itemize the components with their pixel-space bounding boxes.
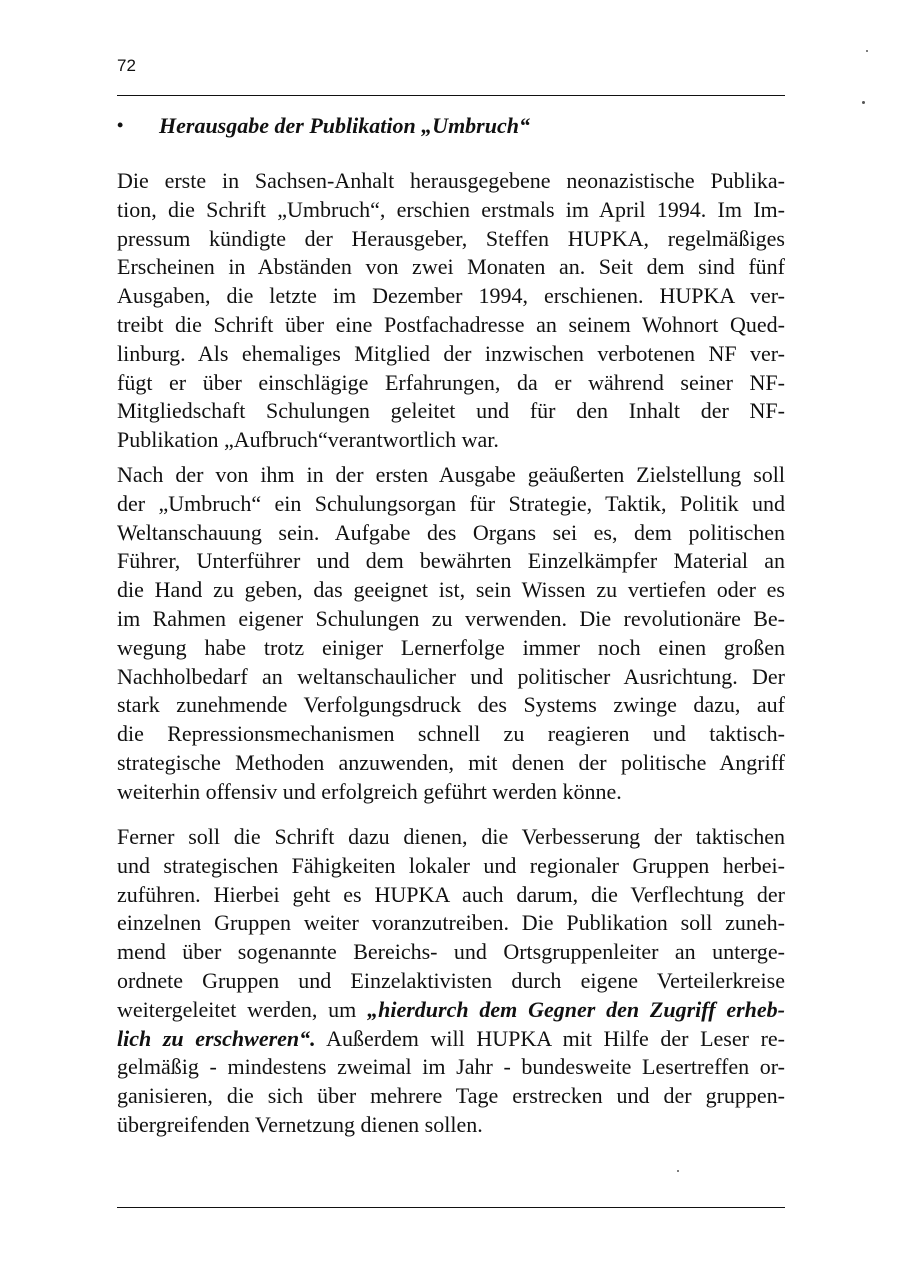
- text-line: tion, die Schrift „Umbruch“, erschien erstmals im April 1994. Im Im-: [117, 196, 785, 222]
- text-line: Weltanschauung sein. Aufgabe des Organs sei es, dem politischen: [117, 519, 785, 545]
- paragraph-3: [117, 823, 785, 1140]
- header-rule: [117, 95, 785, 96]
- text-line: der „Umbruch“ ein Schulungsorgan für Strategie, Taktik, Politik und: [117, 490, 785, 516]
- text-line: Mitgliedschaft Schulungen geleitet und für den Inhalt der NF-: [117, 398, 785, 424]
- paragraph-1: [117, 167, 785, 455]
- text-line: ordnete Gruppen und Einzelaktivisten durch eigene Verteilerkreise: [117, 967, 785, 993]
- text-line: Ferner soll die Schrift dazu dienen, die Verbesserung der taktischen: [117, 824, 785, 849]
- text-line-with-quote: [117, 1025, 785, 1054]
- scan-speck: [677, 1170, 679, 1172]
- section-heading: [117, 113, 530, 139]
- text-line: Erscheinen in Abständen von zwei Monaten an. Seit dem sind fünf: [117, 254, 785, 280]
- text-line: gelmäßig - mindestens zweimal im Jahr - bundesweite Lesertreffen or-: [117, 1054, 785, 1080]
- text-line: pressum kündigte der Herausgeber, Steffen HUPKA, regelmäßiges: [117, 225, 785, 251]
- footer-rule: [117, 1207, 785, 1208]
- text-line: die Repressionsmechanismen schnell zu reagieren und taktisch-: [117, 721, 785, 747]
- scan-speck: [862, 101, 865, 104]
- text-line: treibt die Schrift über eine Postfachadresse an seinem Wohnort Qued-: [117, 311, 785, 337]
- text-line: weiterhin offensiv und erfolgreich geführt werden könne.: [117, 778, 622, 804]
- text-line: im Rahmen eigener Schulungen zu verwenden. Die revolutionäre Be-: [117, 605, 785, 631]
- page-number: 72: [117, 56, 136, 75]
- text-line: übergreifenden Vernetzung dienen sollen.: [117, 1111, 483, 1137]
- quote-text: lich zu erschweren“.: [117, 1025, 316, 1051]
- text-line: wegung habe trotz einiger Lernerfolge immer noch einen großen: [117, 634, 785, 660]
- heading-text: Herausgabe der Publikation „Umbruch“: [159, 113, 530, 138]
- text-line: linburg. Als ehemaliges Mitglied der inzwischen verbotenen NF ver-: [117, 340, 785, 366]
- text-line: strategische Methoden anzuwenden, mit denen der politische Angriff: [117, 749, 785, 775]
- text-line: Ausgaben, die letzte im Dezember 1994, erschienen. HUPKA ver-: [117, 283, 785, 309]
- text-line: fügt er über einschlägige Erfahrungen, da er während seiner NF-: [117, 369, 785, 395]
- text-line: Nachholbedarf an weltanschaulicher und politischer Ausrichtung. Der: [117, 663, 785, 689]
- quote-text: „hierdurch dem Gegner den Zugriff erheb-: [367, 996, 785, 1022]
- text-line: mend über sogenannte Bereichs- und Ortsgruppenleiter an unterge-: [117, 939, 785, 965]
- text-line: stark zunehmende Verfolgungsdruck des Systems zwinge dazu, auf: [117, 692, 785, 718]
- quote-lead-text: weitergeleitet werden, um: [117, 996, 368, 1022]
- bullet-icon: •: [117, 115, 124, 135]
- text-line: Nach der von ihm in der ersten Ausgabe geäußerten Zielstellung soll: [117, 462, 785, 487]
- text-line: die Hand zu geben, das geeignet ist, sein Wissen zu vertiefen oder es: [117, 577, 785, 603]
- paragraph-2: [117, 461, 785, 807]
- text-line: und strategischen Fähigkeiten lokaler und regionaler Gruppen herbei-: [117, 852, 785, 878]
- text-line: einzelnen Gruppen weiter voranzutreiben. Die Publikation soll zuneh-: [117, 910, 785, 936]
- text-line: Publikation „Aufbruch“verantwortlich war.: [117, 427, 499, 453]
- text-line: Die erste in Sachsen-Anhalt herausgegebene neonazistische Publika-: [117, 168, 785, 193]
- text-line: Führer, Unterführer und dem bewährten Einzelkämpfer Material an: [117, 548, 785, 574]
- text-line: zuführen. Hierbei geht es HUPKA auch darum, die Verflechtung der: [117, 881, 785, 907]
- quote-trail-text: Außerdem will HUPKA mit Hilfe der Leser re-: [315, 1025, 785, 1051]
- text-line-with-quote: [117, 996, 785, 1025]
- text-line: ganisieren, die sich über mehrere Tage erstrecken und der gruppen-: [117, 1083, 785, 1109]
- scan-speck: [866, 50, 868, 52]
